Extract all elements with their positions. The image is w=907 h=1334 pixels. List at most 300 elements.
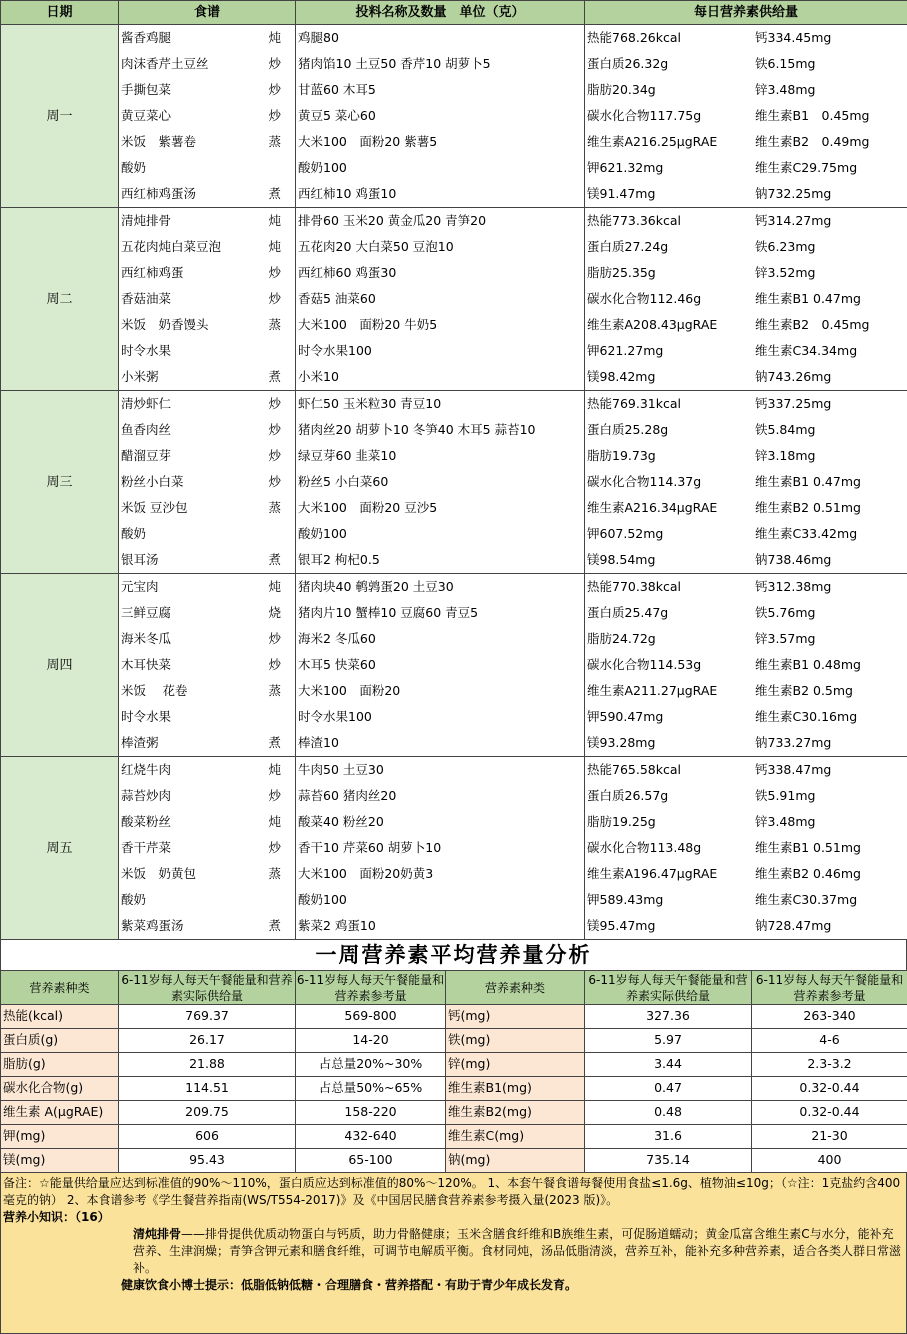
ingredient-item: 猪肉丝20 胡萝卜10 冬笋40 木耳5 蒜苔10 xyxy=(296,417,584,443)
ingredient-item: 鸡腿80 xyxy=(296,25,584,51)
dish-name: 鱼香肉丝 xyxy=(121,422,171,437)
dish-item xyxy=(119,103,295,129)
nutrient-amount: 4-6 xyxy=(752,1029,907,1053)
nutrient-value: 维生素B1 0.45mg xyxy=(755,103,869,129)
cooking-method: 炒 xyxy=(268,443,281,469)
dish-name: 元宝肉 xyxy=(121,579,159,594)
dish-item xyxy=(119,887,295,913)
cooking-method: 炖 xyxy=(268,208,281,234)
dish-name: 米饭 奶黄包 xyxy=(121,866,196,881)
dish-list xyxy=(119,391,296,574)
health-tip: 健康饮食小博士提示：低脂低钠低糖・合理膳食・营养搭配・有助于青少年成长发育。 xyxy=(3,1277,904,1294)
nutrient-value: 镁91.47mg xyxy=(587,181,755,207)
cooking-method: 蒸 xyxy=(268,678,281,704)
cooking-method: 炒 xyxy=(268,783,281,809)
cooking-method: 炒 xyxy=(268,103,281,129)
summary-title: 一周营养素平均营养量分析 xyxy=(0,940,907,970)
summary-table xyxy=(0,970,907,1173)
nutrient-value: 碳水化合物114.53g xyxy=(587,652,755,678)
nutrient-amount: 65-100 xyxy=(296,1149,446,1173)
summary-row xyxy=(1,1125,907,1149)
nutrient-item xyxy=(585,730,907,756)
dish-name: 粉丝小白菜 xyxy=(121,474,184,489)
ingredient-item: 五花肉20 大白菜50 豆泡10 xyxy=(296,234,584,260)
ingredient-list xyxy=(296,391,585,574)
nutrient-type: 维生素C(mg) xyxy=(446,1125,585,1149)
nutrient-value: 脂肪19.25g xyxy=(587,809,755,835)
nutrient-value: 热能770.38kcal xyxy=(587,574,755,600)
dish-name: 酱香鸡腿 xyxy=(121,30,171,45)
notes-panel xyxy=(0,1173,907,1334)
cooking-method: 炒 xyxy=(268,77,281,103)
dish-name: 清炒虾仁 xyxy=(121,396,171,411)
dish-item xyxy=(119,861,295,887)
dish-item xyxy=(119,417,295,443)
nutrient-amount: 3.44 xyxy=(585,1053,752,1077)
nutrient-value: 维生素A196.47μgRAE xyxy=(587,861,755,887)
cooking-method: 炒 xyxy=(268,626,281,652)
dish-item xyxy=(119,626,295,652)
dish-item xyxy=(119,809,295,835)
nutrient-amount: 400 xyxy=(752,1149,907,1173)
ingredient-item: 西红柿10 鸡蛋10 xyxy=(296,181,584,207)
nutrient-amount: 769.37 xyxy=(119,1005,296,1029)
cooking-method: 蒸 xyxy=(268,495,281,521)
cooking-method: 煮 xyxy=(268,181,281,207)
nutrient-value: 维生素B2 0.49mg xyxy=(755,129,869,155)
nutrient-value: 钾621.32mg xyxy=(587,155,755,181)
nutrient-item xyxy=(585,77,907,103)
ingredient-item: 棒渣10 xyxy=(296,730,584,756)
nutrient-value: 维生素B1 0.48mg xyxy=(755,652,861,678)
nutrient-item xyxy=(585,443,907,469)
cooking-method: 蒸 xyxy=(268,861,281,887)
nutrient-item xyxy=(585,103,907,129)
dish-list xyxy=(119,25,296,208)
dish-item xyxy=(119,364,295,390)
dish-item xyxy=(119,652,295,678)
dish-item xyxy=(119,443,295,469)
nutrient-value: 维生素A211.27μgRAE xyxy=(587,678,755,704)
cooking-method: 炖 xyxy=(268,757,281,783)
nutrient-value: 碳水化合物112.46g xyxy=(587,286,755,312)
dish-item xyxy=(119,835,295,861)
ingredient-item: 酸菜40 粉丝20 xyxy=(296,809,584,835)
summary-row xyxy=(1,1005,907,1029)
nutrient-item xyxy=(585,783,907,809)
nutrient-amount: 0.48 xyxy=(585,1101,752,1125)
dish-name: 香干芹菜 xyxy=(121,840,171,855)
dish-name: 酸奶 xyxy=(121,892,146,907)
nutrient-value: 热能773.36kcal xyxy=(587,208,755,234)
dish-item xyxy=(119,574,295,600)
nutrient-amount: 263-340 xyxy=(752,1005,907,1029)
nutrient-value: 维生素A216.34μgRAE xyxy=(587,495,755,521)
ingredient-item: 酸奶100 xyxy=(296,155,584,181)
cooking-method: 炖 xyxy=(268,574,281,600)
nutrient-value: 维生素B2 0.46mg xyxy=(755,861,861,887)
dish-name: 时令水果 xyxy=(121,343,171,358)
nutrient-amount: 5.97 xyxy=(585,1029,752,1053)
nutrient-value: 镁93.28mg xyxy=(587,730,755,756)
nutrient-item xyxy=(585,600,907,626)
ingredient-item: 大米100 面粉20 牛奶5 xyxy=(296,312,584,338)
dish-item xyxy=(119,286,295,312)
cooking-method: 炖 xyxy=(268,809,281,835)
nutrient-value: 维生素B2 0.51mg xyxy=(755,495,861,521)
knowledge-text: ——排骨提供优质动物蛋白与钙质，助力骨骼健康；玉米含膳食纤维和B族维生素，可促肠道蠕动；黄金瓜富含维生素C与水分，能补充营养、生津润燥；青笋含钾元素和膳食纤维，可调节电解质平衡。食材同炖，汤品低脂清淡，营养互补，能补充多种营养素，适合各类人群日常滋补。 xyxy=(133,1227,901,1275)
ingredient-item: 排骨60 玉米20 黄金瓜20 青笋20 xyxy=(296,208,584,234)
nutrient-value: 热能768.26kcal xyxy=(587,25,755,51)
cooking-method: 炒 xyxy=(268,391,281,417)
nutrient-value: 维生素C29.75mg xyxy=(755,155,857,181)
nutrient-value: 钙334.45mg xyxy=(755,25,831,51)
nutrient-value: 维生素A208.43μgRAE xyxy=(587,312,755,338)
ingredient-item: 木耳5 快菜60 xyxy=(296,652,584,678)
dish-name: 酸奶 xyxy=(121,526,146,541)
nutrient-value: 维生素C34.34mg xyxy=(755,338,857,364)
ingredient-item: 黄豆5 菜心60 xyxy=(296,103,584,129)
dish-name: 棒渣粥 xyxy=(121,735,159,750)
ingredient-list xyxy=(296,757,585,940)
day-label: 周五 xyxy=(1,757,119,940)
dish-name: 香菇油菜 xyxy=(121,291,171,306)
nutrient-type: 脂肪(g) xyxy=(1,1053,119,1077)
nutrient-item xyxy=(585,234,907,260)
nutrient-value: 蛋白质26.32g xyxy=(587,51,755,77)
dish-item xyxy=(119,260,295,286)
nutrient-type: 维生素 A(μgRAE) xyxy=(1,1101,119,1125)
nutrient-value: 钠733.27mg xyxy=(755,730,831,756)
nutrient-item xyxy=(585,129,907,155)
nutrient-type: 钾(mg) xyxy=(1,1125,119,1149)
dish-item xyxy=(119,129,295,155)
nutrient-amount: 606 xyxy=(119,1125,296,1149)
dish-item xyxy=(119,547,295,573)
nutrient-amount: 占总量50%~65% xyxy=(296,1077,446,1101)
nutrient-value: 铁5.84mg xyxy=(755,417,815,443)
nutrient-amount: 31.6 xyxy=(585,1125,752,1149)
ingredient-item: 大米100 面粉20 豆沙5 xyxy=(296,495,584,521)
summary-header-cell: 6-11岁每人每天午餐能量和营养素实际供给量 xyxy=(585,971,752,1005)
day-label: 周三 xyxy=(1,391,119,574)
dish-name: 木耳快菜 xyxy=(121,657,171,672)
nutrient-amount: 21.88 xyxy=(119,1053,296,1077)
nutrient-item xyxy=(585,652,907,678)
nutrient-item xyxy=(585,757,907,783)
nutrient-list xyxy=(585,574,907,757)
nutrient-item xyxy=(585,312,907,338)
nutrient-value: 蛋白质25.28g xyxy=(587,417,755,443)
nutrient-value: 碳水化合物114.37g xyxy=(587,469,755,495)
ingredient-item: 紫菜2 鸡蛋10 xyxy=(296,913,584,939)
ingredient-item: 牛肉50 土豆30 xyxy=(296,757,584,783)
nutrient-type: 铁(mg) xyxy=(446,1029,585,1053)
nutrient-value: 锌3.18mg xyxy=(755,443,815,469)
nutrient-value: 钾589.43mg xyxy=(587,887,755,913)
nutrient-value: 热能765.58kcal xyxy=(587,757,755,783)
nutrient-amount: 569-800 xyxy=(296,1005,446,1029)
cooking-method: 炒 xyxy=(268,417,281,443)
knowledge-dish: 清炖排骨 xyxy=(133,1227,181,1241)
day-row xyxy=(1,757,907,940)
nutrient-type: 维生素B1(mg) xyxy=(446,1077,585,1101)
day-label: 周二 xyxy=(1,208,119,391)
dish-name: 三鲜豆腐 xyxy=(121,605,171,620)
dish-item xyxy=(119,495,295,521)
dish-item xyxy=(119,208,295,234)
nutrient-value: 锌3.57mg xyxy=(755,626,815,652)
summary-header-cell: 6-11岁每人每天午餐能量和营养素实际供给量 xyxy=(119,971,296,1005)
dish-item xyxy=(119,600,295,626)
nutrient-type: 热能(kcal) xyxy=(1,1005,119,1029)
dish-item xyxy=(119,521,295,547)
nutrient-value: 维生素C30.37mg xyxy=(755,887,857,913)
nutrient-value: 蛋白质25.47g xyxy=(587,600,755,626)
dish-list xyxy=(119,574,296,757)
nutrient-value: 热能769.31kcal xyxy=(587,391,755,417)
ingredient-item: 猪肉块40 鹌鹑蛋20 土豆30 xyxy=(296,574,584,600)
nutrient-value: 钙312.38mg xyxy=(755,574,831,600)
cooking-method: 炒 xyxy=(268,260,281,286)
dish-item xyxy=(119,25,295,51)
nutrient-item xyxy=(585,51,907,77)
day-row xyxy=(1,208,907,391)
ingredient-list xyxy=(296,208,585,391)
nutrient-item xyxy=(585,887,907,913)
nutrient-value: 钾590.47mg xyxy=(587,704,755,730)
nutrient-item xyxy=(585,155,907,181)
summary-header-cell: 营养素种类 xyxy=(446,971,585,1005)
dish-name: 米饭 奶香馒头 xyxy=(121,317,209,332)
cooking-method: 煮 xyxy=(268,730,281,756)
nutrient-amount: 26.17 xyxy=(119,1029,296,1053)
nutrient-value: 钙337.25mg xyxy=(755,391,831,417)
dish-item xyxy=(119,155,295,181)
menu-header-row xyxy=(1,1,907,25)
nutrient-value: 钠743.26mg xyxy=(755,364,831,390)
summary-row xyxy=(1,1149,907,1173)
nutrient-value: 蛋白质26.57g xyxy=(587,783,755,809)
nutrient-amount: 14-20 xyxy=(296,1029,446,1053)
cooking-method: 煮 xyxy=(268,364,281,390)
nutrient-type: 蛋白质(g) xyxy=(1,1029,119,1053)
cooking-method: 炒 xyxy=(268,835,281,861)
nutrient-value: 维生素B2 0.45mg xyxy=(755,312,869,338)
nutrient-item xyxy=(585,208,907,234)
dish-item xyxy=(119,312,295,338)
dish-item xyxy=(119,730,295,756)
nutrient-value: 镁95.47mg xyxy=(587,913,755,939)
summary-row xyxy=(1,1029,907,1053)
summary-row xyxy=(1,1101,907,1125)
ingredient-item: 虾仁50 玉米粒30 青豆10 xyxy=(296,391,584,417)
cooking-method: 炒 xyxy=(268,652,281,678)
nutrient-value: 维生素C30.16mg xyxy=(755,704,857,730)
day-label: 周四 xyxy=(1,574,119,757)
nutrient-value: 锌3.48mg xyxy=(755,77,815,103)
summary-header-cell: 6-11岁每人每天午餐能量和营养素参考量 xyxy=(296,971,446,1005)
ingredient-item: 海米2 冬瓜60 xyxy=(296,626,584,652)
ingredient-item: 银耳2 枸杞0.5 xyxy=(296,547,584,573)
nutrient-value: 钠728.47mg xyxy=(755,913,831,939)
nutrient-type: 维生素B2(mg) xyxy=(446,1101,585,1125)
dish-name: 黄豆菜心 xyxy=(121,108,171,123)
nutrient-value: 钾607.52mg xyxy=(587,521,755,547)
ingredient-item: 绿豆芽60 韭菜10 xyxy=(296,443,584,469)
ingredient-item: 小米10 xyxy=(296,364,584,390)
nutrient-item xyxy=(585,469,907,495)
cooking-method: 煮 xyxy=(268,913,281,939)
nutrient-value: 钾621.27mg xyxy=(587,338,755,364)
cooking-method: 蒸 xyxy=(268,312,281,338)
nutrient-value: 镁98.54mg xyxy=(587,547,755,573)
dish-item xyxy=(119,338,295,364)
dish-name: 酸奶 xyxy=(121,160,146,175)
nutrient-item xyxy=(585,809,907,835)
nutrient-item xyxy=(585,286,907,312)
dish-name: 米饭 花卷 xyxy=(121,683,187,698)
nutrient-item xyxy=(585,835,907,861)
dish-name: 手撕包菜 xyxy=(121,82,171,97)
summary-header-cell: 营养素种类 xyxy=(1,971,119,1005)
day-row xyxy=(1,391,907,574)
nutrient-value: 钙338.47mg xyxy=(755,757,831,783)
nutrient-value: 维生素B2 0.5mg xyxy=(755,678,853,704)
dish-item xyxy=(119,469,295,495)
nutrient-item xyxy=(585,861,907,887)
nutrient-item xyxy=(585,626,907,652)
nutrient-value: 钠732.25mg xyxy=(755,181,831,207)
nutrient-item xyxy=(585,704,907,730)
nutrient-value: 脂肪19.73g xyxy=(587,443,755,469)
nutrient-item xyxy=(585,574,907,600)
nutrient-type: 锌(mg) xyxy=(446,1053,585,1077)
nutrient-value: 镁98.42mg xyxy=(587,364,755,390)
nutrient-amount: 0.32-0.44 xyxy=(752,1077,907,1101)
nutrient-amount: 327.36 xyxy=(585,1005,752,1029)
header-date: 日期 xyxy=(1,1,119,25)
ingredient-item: 猪肉馅10 土豆50 香芹10 胡萝卜5 xyxy=(296,51,584,77)
dish-name: 西红柿鸡蛋 xyxy=(121,265,184,280)
dish-item xyxy=(119,234,295,260)
summary-row xyxy=(1,1053,907,1077)
day-row xyxy=(1,574,907,757)
ingredient-item: 西红柿60 鸡蛋30 xyxy=(296,260,584,286)
dish-item xyxy=(119,181,295,207)
nutrient-value: 铁5.76mg xyxy=(755,600,815,626)
nutrient-item xyxy=(585,547,907,573)
dish-name: 小米粥 xyxy=(121,369,159,384)
dish-item xyxy=(119,757,295,783)
dish-name: 清炖排骨 xyxy=(121,213,171,228)
header-menu: 食谱 xyxy=(119,1,296,25)
dish-name: 酸菜粉丝 xyxy=(121,814,171,829)
nutrient-item xyxy=(585,364,907,390)
nutrient-list xyxy=(585,25,907,208)
nutrient-value: 维生素B1 0.47mg xyxy=(755,469,861,495)
nutrient-value: 锌3.48mg xyxy=(755,809,815,835)
nutrient-amount: 2.3-3.2 xyxy=(752,1053,907,1077)
nutrient-value: 维生素B1 0.51mg xyxy=(755,835,861,861)
dish-name: 蒜苔炒肉 xyxy=(121,788,171,803)
nutrient-amount: 占总量20%~30% xyxy=(296,1053,446,1077)
ingredient-item: 酸奶100 xyxy=(296,887,584,913)
dish-item xyxy=(119,704,295,730)
dish-name: 银耳汤 xyxy=(121,552,159,567)
nutrient-type: 碳水化合物(g) xyxy=(1,1077,119,1101)
nutrient-amount: 158-220 xyxy=(296,1101,446,1125)
nutrient-item xyxy=(585,181,907,207)
nutrient-value: 维生素A216.25μgRAE xyxy=(587,129,755,155)
cooking-method: 炒 xyxy=(268,469,281,495)
nutrient-value: 碳水化合物113.48g xyxy=(587,835,755,861)
dish-name: 肉沫香芹土豆丝 xyxy=(121,56,209,71)
nutrient-item xyxy=(585,260,907,286)
nutrient-item xyxy=(585,521,907,547)
remark-text: 备注：☆能量供给量应达到标准值的90%～110%，蛋白质应达到标准值的80%～120%。 1、本套午餐食谱每餐使用食盐≤1.6g、植物油≤10g；（☆注：1克盐约含400毫克的钠） 2、本食谱参考《学生餐营养指南(WS/T554-2017)》及《中国居民膳食营养素参考摄入量(2023 版)》。 xyxy=(3,1175,904,1209)
cooking-method: 炒 xyxy=(268,51,281,77)
nutrient-list xyxy=(585,757,907,940)
dish-item xyxy=(119,678,295,704)
nutrient-value: 脂肪25.35g xyxy=(587,260,755,286)
dish-item xyxy=(119,51,295,77)
dish-name: 醋溜豆芽 xyxy=(121,448,171,463)
nutrient-item xyxy=(585,391,907,417)
ingredient-item: 大米100 面粉20奶黄3 xyxy=(296,861,584,887)
ingredient-item: 大米100 面粉20 紫薯5 xyxy=(296,129,584,155)
dish-name: 海米冬瓜 xyxy=(121,631,171,646)
ingredient-item: 猪肉片10 蟹棒10 豆腐60 青豆5 xyxy=(296,600,584,626)
day-label: 周一 xyxy=(1,25,119,208)
ingredient-list xyxy=(296,574,585,757)
summary-row xyxy=(1,1077,907,1101)
cooking-method: 炒 xyxy=(268,286,281,312)
dish-name: 红烧牛肉 xyxy=(121,762,171,777)
cooking-method: 炖 xyxy=(268,25,281,51)
nutrient-value: 碳水化合物117.75g xyxy=(587,103,755,129)
ingredient-item: 蒜苔60 猪肉丝20 xyxy=(296,783,584,809)
nutrient-amount: 95.43 xyxy=(119,1149,296,1173)
day-row xyxy=(1,25,907,208)
dish-item xyxy=(119,391,295,417)
cooking-method: 煮 xyxy=(268,547,281,573)
ingredient-list xyxy=(296,25,585,208)
nutrient-item xyxy=(585,338,907,364)
nutrient-amount: 209.75 xyxy=(119,1101,296,1125)
nutrient-value: 蛋白质27.24g xyxy=(587,234,755,260)
nutrient-value: 锌3.52mg xyxy=(755,260,815,286)
dish-name: 米饭 紫薯卷 xyxy=(121,134,196,149)
ingredient-item: 甘蓝60 木耳5 xyxy=(296,77,584,103)
nutrient-value: 钠738.46mg xyxy=(755,547,831,573)
nutrient-value: 维生素C33.42mg xyxy=(755,521,857,547)
ingredient-item: 香干10 芹菜60 胡萝卜10 xyxy=(296,835,584,861)
dish-item xyxy=(119,783,295,809)
cooking-method: 炖 xyxy=(268,234,281,260)
nutrient-amount: 735.14 xyxy=(585,1149,752,1173)
summary-header-cell: 6-11岁每人每天午餐能量和营养素参考量 xyxy=(752,971,907,1005)
nutrient-type: 镁(mg) xyxy=(1,1149,119,1173)
summary-header-row xyxy=(1,971,907,1005)
nutrient-amount: 21-30 xyxy=(752,1125,907,1149)
dish-name: 五花肉炖白菜豆泡 xyxy=(121,239,221,254)
nutrient-item xyxy=(585,678,907,704)
nutrient-item xyxy=(585,417,907,443)
nutrient-item xyxy=(585,495,907,521)
knowledge-paragraph xyxy=(3,1226,904,1277)
header-ingredients: 投料名称及数量 单位（克） xyxy=(296,1,585,25)
